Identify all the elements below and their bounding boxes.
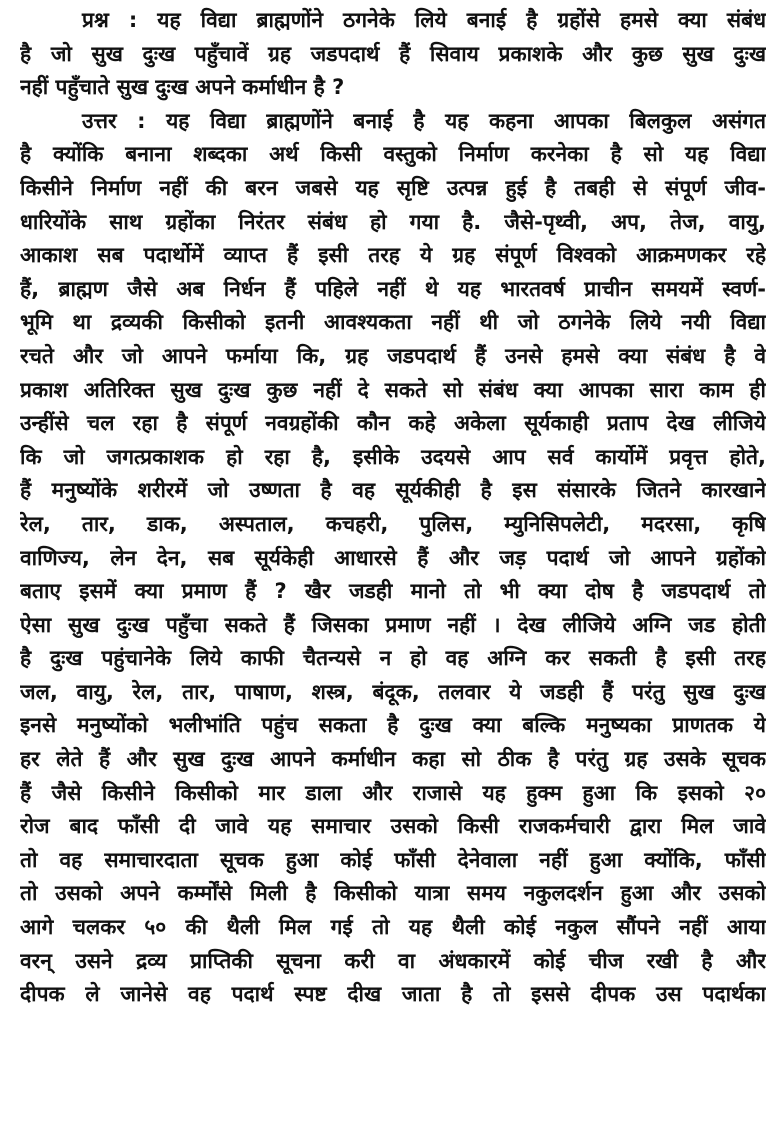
text-line: आकाश सब पदार्थोमें व्याप्त हैं इसी तरह ये ग्रह संपूर्ण विश्वको आक्रमणकर रहे	[20, 243, 766, 268]
text-line: हर लेते हैं और सुख दुःख आपने कर्माधीन कहा सो ठीक है परंतु ग्रह उसके सूचक	[20, 747, 766, 772]
text-line: रेल, तार, डाक, अस्पताल, कचहरी, पुलिस, म्युनिसिपलेटी, मदरसा, कृषि	[20, 511, 766, 536]
text-line	[20, 1113, 766, 1146]
text-line: भूमि था द्रव्यकी किसीको इतनी आवश्यकता नहीं थी जो ठगनेके लिये नयी विद्या	[20, 310, 766, 335]
text-line: इनसे मनुष्योंको भलीभांति पहुंच सकता है दुःख क्या बल्कि मनुष्यका प्राणतक ये	[20, 713, 766, 738]
answer-paragraph	[20, 105, 766, 1146]
text-line: हैं मनुष्योंके शरीरमें जो उष्णता है वह सूर्यकीही है इस संसारके जितने कारखाने	[20, 478, 766, 503]
text-line: कि जो जगत्प्रकाशक हो रहा है, इसीके उदयसे आप सर्व कार्योमें प्रवृत्त होते,	[20, 444, 766, 469]
text-line: जल, वायु, रेल, तार, पाषाण, शस्त्र, बंदूक, तलवार ये जडही हैं परंतु सुख दुःख	[20, 679, 766, 704]
text-line: है दुःख पहुंचानेके लिये काफी चैतन्यसे न हो वह अग्नि कर सकती है इसी तरह	[20, 646, 766, 671]
text-line: वाणिज्य, लेन देन, सब सूर्यकेही आधारसे हैं और जड़ पदार्थ जो आपने ग्रहोंको	[20, 545, 766, 570]
text-line: है क्योंकि बनाना शब्दका अर्थ किसी वस्तुको निर्माण करनेका है सो यह विद्या	[20, 142, 766, 167]
text-line	[20, 1045, 766, 1079]
text-line: हैं जैसे किसीने किसीको मार डाला और राजासे यह हुक्म हुआ कि इसको २०	[20, 780, 766, 805]
question-paragraph	[20, 4, 766, 105]
text-line: उन्हींसे चल रहा है संपूर्ण नवग्रहोंकी कौन कहे अकेला सूर्यकाही प्रताप देख लीजिये	[20, 411, 766, 436]
text-line: आगे चलकर ५० की थैली मिल गई तो यह थैली कोई नकुल सौंपने नहीं आया	[20, 915, 766, 940]
text-line: किसीने निर्माण नहीं की बरन जबसे यह सृष्टि उत्पन्न हुई है तबही से संपूर्ण जीव-	[20, 175, 766, 200]
text-line: बताए इसमें क्या प्रमाण हैं ? खैर जडही मानो तो भी क्या दोष है जडपदार्थ तो	[20, 579, 766, 604]
text-line: तो उसको अपने कर्म्मोंसे मिली है किसीको यात्रा समय नकुलदर्शन हुआ और उसको	[20, 881, 766, 906]
text-line: ऐसा सुख दुःख पहुँचा सकते हैं जिसका प्रमाण नहीं । देख लीजिये अग्नि जड होती	[20, 612, 766, 637]
text-line: प्रकाश अतिरिक्त सुख दुःख कुछ नहीं दे सकते सो संबंध क्या आपका सारा काम ही	[20, 377, 766, 402]
text-line: वरन् उसने द्रव्य प्राप्तिकी सूचना करी वा अंधकारमें कोई चीज रखी है और	[20, 948, 766, 973]
text-line	[20, 1012, 766, 1046]
text-line: नहीं पहुँचाते सुख दुःख अपने कर्माधीन है ?	[20, 75, 345, 100]
text-line: प्रश्न : यह विद्या ब्राह्मणोंने ठगनेके लिये बनाई है ग्रहोंसे हमसे क्या संबंध	[82, 8, 766, 32]
text-line: हैं, ब्राह्मण जैसे अब निर्धन हैं पहिले नहीं थे यह भारतवर्ष प्राचीन समयमें स्वर्ण-	[20, 276, 766, 301]
text-line: रचते और जो आपने फर्माया कि, ग्रह जडपदार्थ हैं उनसे हमसे क्या संबंध है वे	[20, 343, 766, 368]
text-line: रोज बाद फाँसी दी जावे यह समाचार उसको किसी राजकर्मचारी द्वारा मिल जावे	[20, 814, 766, 839]
text-line: तो वह समाचारदाता सूचक हुआ कोई फाँसी देनेवाला नहीं हुआ क्योंकि, फाँसी	[20, 847, 766, 872]
text-line: उत्तर : यह विद्या ब्राह्मणोंने बनाई है यह कहना आपका बिलकुल असंगत	[82, 108, 766, 133]
text-line: है जो सुख दुःख पहुँचावें ग्रह जडपदार्थ हैं सिवाय प्रकाशके और कुछ सुख दुःख	[20, 41, 766, 66]
text-line: दीपक ले जानेसे वह पदार्थ स्पष्ट दीख जाता है तो इससे दीपक उस पदार्थका	[20, 982, 766, 1007]
text-line: धारियोंके साथ ग्रहोंका निरंतर संबंध हो गया है. जैसे-पृथ्वी, अप, तेज, वायु,	[20, 209, 766, 234]
